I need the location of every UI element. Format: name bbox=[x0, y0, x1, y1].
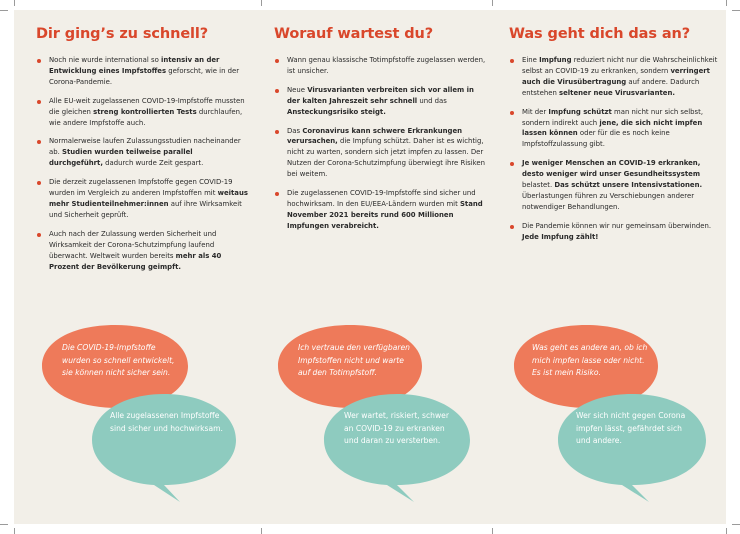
crop-mark bbox=[732, 524, 740, 525]
text-run: reduziert nicht nur die Wahrscheinlichkeit selbst an COVID-19 zu erkranken, sondern bbox=[522, 56, 718, 75]
bullet-list bbox=[274, 55, 486, 232]
text-run: oder für die es noch keine Impfstoffzulassung gibt. bbox=[522, 129, 670, 149]
speech-bubble-fact bbox=[322, 392, 472, 504]
bubble-text: Alle zugelassenen Impfstoffe sind sicher und hochwirksam. bbox=[110, 411, 223, 433]
column-warten bbox=[274, 26, 486, 240]
bold-text: Das schützt unsere Intensivstationen. bbox=[554, 181, 703, 190]
crop-mark bbox=[726, 0, 727, 6]
bold-text: seltener neue Virusvarianten. bbox=[559, 88, 675, 97]
bullet-item bbox=[509, 55, 721, 99]
bold-text: Studien wurden teilweise parallel durchgeführt, bbox=[49, 148, 193, 168]
text-run: Neue bbox=[287, 85, 308, 94]
text-run: Alle EU-weit zugelassenen COVID-19-Impfstoffe mussten die gleichen bbox=[49, 96, 245, 116]
text-run: Die Pandemie können wir nur gemeinsam überwinden. bbox=[522, 221, 712, 230]
text-run: man nicht nur sich selbst, sondern indirekt auch bbox=[522, 107, 704, 127]
text-run: Eine bbox=[522, 56, 540, 64]
bullet-list bbox=[509, 55, 721, 243]
text-run: und das bbox=[417, 96, 447, 105]
bold-text: Impfung bbox=[539, 56, 572, 64]
crop-mark bbox=[261, 0, 262, 6]
text-run: auf ihre Wirksamkeit und Sicherheit geprüft. bbox=[49, 199, 242, 219]
bullet-item bbox=[274, 85, 486, 118]
speech-bubble-fact bbox=[556, 392, 708, 504]
crop-mark bbox=[492, 528, 493, 534]
bullet-item bbox=[509, 107, 721, 151]
text-run: Mit der bbox=[522, 107, 549, 116]
column-heading: Dir ging’s zu schnell? bbox=[36, 26, 209, 42]
speech-bubble-shape bbox=[322, 392, 472, 504]
speech-bubble-shape bbox=[90, 392, 238, 504]
bold-text: Stand November 2021 bereits rund 600 Millionen Impfungen verabreicht. bbox=[287, 199, 483, 230]
crop-mark bbox=[14, 528, 15, 534]
bullet-item bbox=[274, 55, 486, 77]
crop-mark bbox=[261, 528, 262, 534]
bold-text: Je weniger Menschen an COVID-19 erkranken, desto weniger wird unser Gesundheitssystem bbox=[522, 159, 701, 179]
bullet-item bbox=[36, 96, 248, 129]
text-run: Die zugelassenen COVID-19-Impfstoffe sind sicher und hochwirksam. In den EU/EEA-Ländern wurden mit bbox=[287, 189, 476, 208]
column-heading: Was geht dich das an? bbox=[509, 26, 691, 42]
speech-bubble-shape bbox=[556, 392, 708, 504]
text-run: dadurch wurde Zeit gespart. bbox=[102, 159, 204, 168]
bubble-text: Ich vertraue den verfügbaren Impfstoffen nicht und warte auf den Totimpfstoff. bbox=[298, 343, 410, 377]
bullet-item bbox=[36, 229, 248, 273]
crop-mark bbox=[0, 524, 8, 525]
bold-text: Impfung schützt bbox=[548, 107, 612, 116]
text-run: die Impfung schützt. Daher ist es wichtig, nicht zu warten, sondern sich jetzt impfen zu lassen. Der Nutzen der Corona-Schutzimpfung überwiegt ihre Risiken bei weitem. bbox=[287, 137, 486, 179]
bullet-item bbox=[36, 136, 248, 169]
text-run: Normalerweise laufen Zulassungsstudien nacheinander ab. bbox=[49, 137, 241, 157]
text-run: Wann genau klassische Totimpfstoffe zugelassen werden, ist unsicher. bbox=[287, 56, 486, 75]
bullet-item bbox=[509, 158, 721, 213]
bold-text: verringert auch die Virusübertragung bbox=[522, 66, 710, 86]
text-run: Überlastungen führen zu Verschiebungen anderer notwendiger Behandlungen. bbox=[522, 191, 695, 211]
column-heading: Worauf wartest du? bbox=[274, 26, 434, 42]
speech-bubble-fact bbox=[90, 392, 238, 504]
crop-mark bbox=[732, 10, 740, 11]
bullet-item bbox=[274, 126, 486, 181]
text-run: geforscht, wie in der Corona-Pandemie. bbox=[49, 66, 240, 86]
bullet-item bbox=[274, 188, 486, 232]
text-run: Auch nach der Zulassung werden Sicherheit und Wirksamkeit der Corona-Schutzimpfung laufend überwacht. Weltweit wurden bereits bbox=[49, 229, 217, 260]
text-run: belastet. bbox=[522, 181, 555, 190]
crop-mark bbox=[14, 0, 15, 6]
text-run: durchlaufen, wie andere Impfstoffe auch. bbox=[49, 107, 243, 127]
column-angehen bbox=[509, 26, 721, 251]
crop-mark bbox=[0, 10, 8, 11]
text-run: Das bbox=[287, 126, 303, 135]
bubble-text: Die COVID-19-Impfstoffe wurden so schnell entwickelt, sie können nicht sicher sein. bbox=[62, 343, 175, 377]
bold-text: mehr als 40 Prozent der Bevölkerung geimpft. bbox=[49, 251, 222, 271]
bullet-item bbox=[36, 55, 248, 88]
text-run: Noch nie wurde international so bbox=[49, 56, 161, 64]
bold-text: Virusvarianten verbreiten sich vor allem in der kalten Jahreszeit sehr schnell bbox=[287, 85, 474, 105]
bold-text: jene, die sich nicht impfen lassen können bbox=[522, 118, 703, 138]
bold-text: streng kontrollierten Tests bbox=[93, 107, 197, 116]
bullet-item bbox=[509, 221, 721, 243]
bold-text: Coronavirus kann schwere Erkrankungen verursachen, bbox=[287, 126, 463, 146]
crop-mark bbox=[726, 528, 727, 534]
text-run: Die derzeit zugelassenen Impfstoffe gegen COVID-19 wurden im Vergleich zu anderen Impfstoffen mit bbox=[49, 178, 233, 198]
bullet-list bbox=[36, 55, 248, 272]
bubble-text: Wer wartet, riskiert, schwer an COVID-19 zu erkranken und daran zu versterben. bbox=[344, 411, 449, 445]
text-run: auf andere. Dadurch entstehen bbox=[522, 77, 700, 97]
bubble-text: Was geht es andere an, ob ich mich impfen lasse oder nicht. Es ist mein Risiko. bbox=[532, 343, 648, 377]
bullet-item bbox=[36, 177, 248, 221]
crop-mark bbox=[492, 0, 493, 6]
bubble-text: Wer sich nicht gegen Corona impfen lässt, gefährdet sich und andere. bbox=[576, 411, 686, 445]
column-schnell bbox=[36, 26, 248, 280]
bold-text: intensiv an der Entwicklung eines Impfstoffes bbox=[49, 56, 220, 75]
bold-text: Ansteckungsrisiko steigt. bbox=[287, 107, 386, 116]
bold-text: weitaus mehr Studienteilnehmer:innen bbox=[49, 189, 248, 208]
bold-text: Jede Impfung zählt! bbox=[522, 232, 599, 241]
